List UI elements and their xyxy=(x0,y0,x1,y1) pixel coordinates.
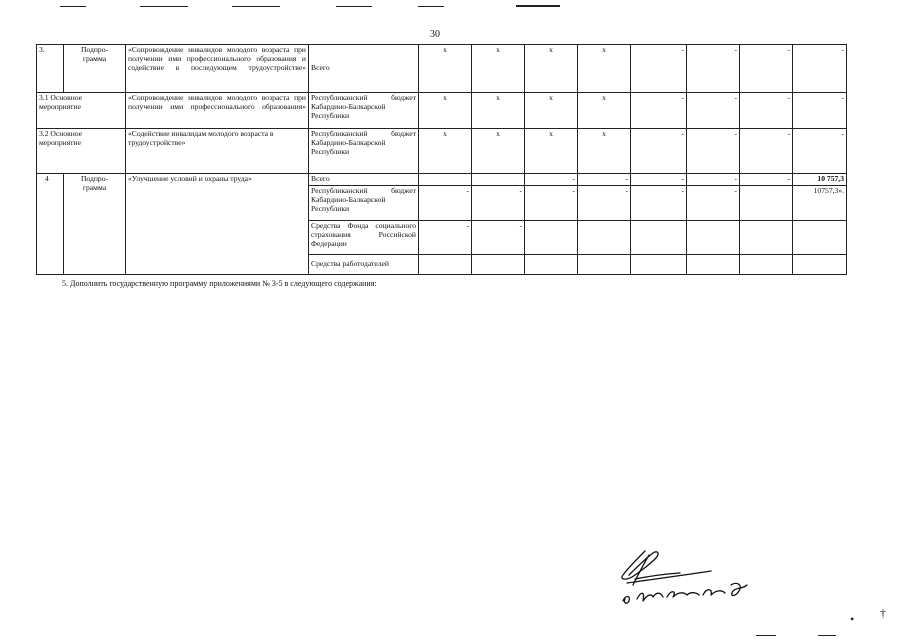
table-cell: - xyxy=(631,185,687,220)
table-cell xyxy=(419,254,472,274)
row-name: «Улучшение условий и охраны труда» xyxy=(126,174,309,275)
program-table xyxy=(36,44,847,275)
table-cell: - xyxy=(687,45,740,93)
table-cell xyxy=(740,185,793,220)
top-rule-1 xyxy=(60,6,86,7)
bottom-rule-1 xyxy=(756,635,776,636)
row-source: Средства Фонда социального страхования Российской Федерации xyxy=(309,220,419,254)
table-cell: - xyxy=(631,174,687,186)
amendment-note: 5. Дополнить государственную программу приложениями № 3-5 в следующего содержания: xyxy=(62,279,377,288)
table-cell xyxy=(793,254,847,274)
table-cell: - xyxy=(472,185,525,220)
table-cell xyxy=(631,254,687,274)
table-cell xyxy=(687,254,740,274)
row-kind: Подпро- грамма xyxy=(64,174,126,275)
row-name: «Сопровождение инвалидов молодого возраста при получении ими профессионального образования» xyxy=(126,93,309,129)
table-cell: х xyxy=(525,93,578,129)
table-cell-total: 10 757,3 xyxy=(793,174,847,186)
table-cell: - xyxy=(578,185,631,220)
top-rule-2 xyxy=(140,6,188,7)
table-cell: - xyxy=(687,185,740,220)
table-cell: - xyxy=(793,93,847,129)
row-source: Республиканский бюджет Кабардино-Балкарской Республики xyxy=(309,185,419,220)
row-number: 4 xyxy=(37,174,64,275)
row-kind: Подпро- грамма xyxy=(64,45,126,93)
table-cell: х xyxy=(419,45,472,93)
table-row xyxy=(37,45,847,93)
table-cell: х xyxy=(419,93,472,129)
table-row xyxy=(37,93,847,129)
table-row xyxy=(37,174,847,186)
table-cell: - xyxy=(687,129,740,174)
row-source: Республиканский бюджет Кабардино-Балкарской Республики xyxy=(309,129,419,174)
table-row xyxy=(37,129,847,174)
table-cell: - xyxy=(472,220,525,254)
table-cell: х xyxy=(419,129,472,174)
table-cell xyxy=(687,220,740,254)
row-number: 3.1 Основное мероприятие xyxy=(37,93,126,129)
table-cell: х xyxy=(525,129,578,174)
table-cell: - xyxy=(740,129,793,174)
table-cell: - xyxy=(687,93,740,129)
row-source: Всего xyxy=(309,45,419,93)
table-cell: х xyxy=(578,93,631,129)
table-cell: - xyxy=(578,174,631,186)
table-cell: - xyxy=(740,174,793,186)
table-cell: 10757,3». xyxy=(793,185,847,220)
table-cell: - xyxy=(631,45,687,93)
table-cell: - xyxy=(631,129,687,174)
table-cell: х xyxy=(525,45,578,93)
row-source: Всего xyxy=(309,174,419,186)
table-cell: х xyxy=(472,45,525,93)
scan-mark: † xyxy=(880,606,886,620)
top-rule-3 xyxy=(232,6,280,7)
table-cell: - xyxy=(740,93,793,129)
table-cell xyxy=(793,220,847,254)
top-rule-5 xyxy=(418,6,444,7)
table-cell: - xyxy=(631,93,687,129)
table-cell: - xyxy=(687,174,740,186)
table-cell: х xyxy=(472,129,525,174)
top-rule-4 xyxy=(336,6,372,7)
table-cell: - xyxy=(793,45,847,93)
row-number: 3. xyxy=(37,45,64,93)
table-cell: - xyxy=(525,185,578,220)
table-cell xyxy=(578,220,631,254)
table-cell xyxy=(578,254,631,274)
table-cell xyxy=(525,220,578,254)
signature-graphic xyxy=(615,545,765,610)
row-number: 3.2 Основное мероприятие xyxy=(37,129,126,174)
table-cell: х xyxy=(472,93,525,129)
top-rule-6 xyxy=(516,5,560,7)
table-cell xyxy=(631,220,687,254)
table-cell: - xyxy=(525,174,578,186)
table-cell xyxy=(472,174,525,186)
table-cell xyxy=(740,220,793,254)
table-cell xyxy=(525,254,578,274)
table-cell: - xyxy=(419,185,472,220)
table-cell: - xyxy=(793,129,847,174)
row-name: «Содействие инвалидам молодого возраста в трудоустройстве» xyxy=(126,129,309,174)
bottom-rule-2 xyxy=(818,635,836,636)
table-cell: х xyxy=(578,129,631,174)
table-cell xyxy=(472,254,525,274)
row-source: Республиканский бюджет Кабардино-Балкарской Республики xyxy=(309,93,419,129)
table-cell: - xyxy=(740,45,793,93)
row-name: «Сопровождение инвалидов молодого возраста при получении ими профессионального образования и содействие в последующем трудоустройстве» xyxy=(126,45,309,93)
table-cell xyxy=(740,254,793,274)
table-cell: - xyxy=(419,220,472,254)
table-cell: х xyxy=(578,45,631,93)
scan-mark: • xyxy=(850,612,855,626)
table-cell xyxy=(419,174,472,186)
page-number: 30 xyxy=(430,29,440,40)
signature xyxy=(615,545,765,615)
row-source: Средства работодателей xyxy=(309,254,419,274)
